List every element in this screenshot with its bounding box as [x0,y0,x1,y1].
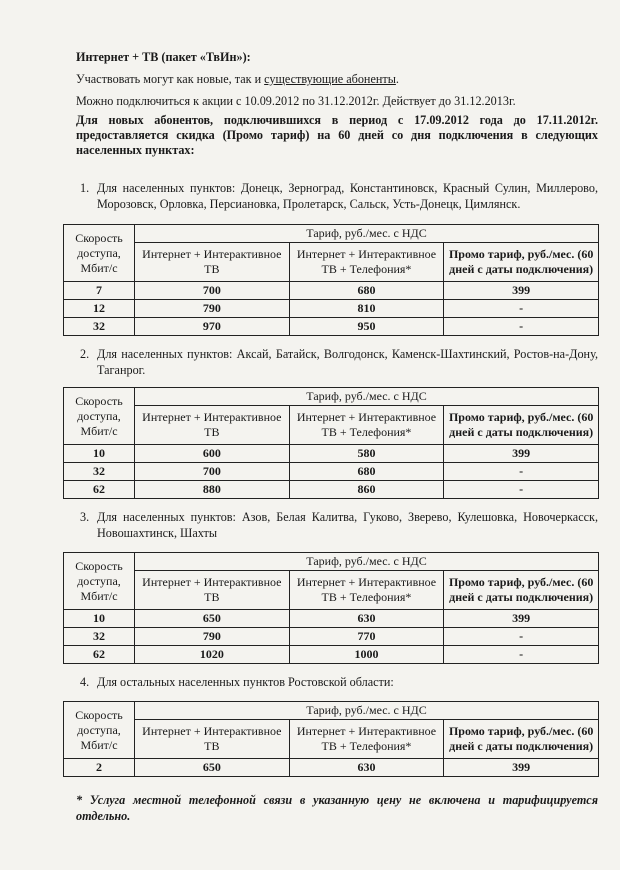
table-row [64,610,599,628]
promo-cell: - [444,318,599,336]
itv-phone-header: Интернет + Интерактивное ТВ + Телефония* [289,243,444,282]
footnote: * Услуга местной телефонной связи в указанную цену не включена и тарифицируется отдельно. [76,793,598,823]
promo-cell: 399 [444,282,599,300]
promo-header: Промо тариф, руб./мес. (60 дней с даты подключения) [444,406,599,445]
speed-cell: 62 [64,646,135,664]
promo-cell: 399 [444,610,599,628]
speed-cell: 32 [64,463,135,481]
itv-cell: 650 [135,610,290,628]
section-number: 3. [80,510,90,524]
table-row [64,300,599,318]
itv-phone-cell: 630 [289,610,444,628]
table-row [64,463,599,481]
tariff-header: Тариф, руб./мес. с НДС [135,225,599,243]
speed-cell: 32 [64,628,135,646]
itv-phone-header: Интернет + Интерактивное ТВ + Телефония* [289,720,444,759]
table-row [64,628,599,646]
itv-header: Интернет + Интерактивное ТВ [135,571,290,610]
section-1-heading [76,180,598,212]
promo-cell: 399 [444,759,599,777]
itv-cell: 700 [135,282,290,300]
itv-phone-header: Интернет + Интерактивное ТВ + Телефония* [289,406,444,445]
promo-cell: - [444,646,599,664]
promo-period: Можно подключиться к акции с 10.09.2012 по 31.12.2012г. Действует до 31.12.2013г. [76,94,516,108]
promo-header: Промо тариф, руб./мес. (60 дней с даты подключения) [444,243,599,282]
table-row [64,759,599,777]
promo-header: Промо тариф, руб./мес. (60 дней с даты подключения) [444,571,599,610]
section-number: 4. [80,675,90,689]
tariff-table-1 [63,224,599,336]
section-text: Для населенных пунктов: Азов, Белая Калитва, Гуково, Зверево, Кулешовка, Новочеркасск, Новошахтинск, Шахты [97,510,598,540]
speed-header: Скорость доступа, Мбит/с [64,388,135,445]
section-text: Для населенных пунктов: Донецк, Зерноград, Константиновск, Красный Сулин, Миллерово, Морозовск, Орловка, Персиановка, Пролетарск, Сальск, Усть-Донецк, Цимлянск. [97,181,598,211]
itv-cell: 790 [135,628,290,646]
table-row [64,318,599,336]
tariff-header: Тариф, руб./мес. с НДС [135,702,599,720]
section-4-heading [76,674,598,690]
itv-cell: 880 [135,481,290,499]
speed-cell: 10 [64,610,135,628]
section-number: 2. [80,347,90,361]
promo-cell: 399 [444,445,599,463]
speed-cell: 62 [64,481,135,499]
itv-phone-cell: 630 [289,759,444,777]
table-row [64,445,599,463]
table-row [64,646,599,664]
table-row [64,282,599,300]
promo-cell: - [444,628,599,646]
table-row [64,481,599,499]
itv-phone-cell: 580 [289,445,444,463]
speed-cell: 7 [64,282,135,300]
speed-cell: 12 [64,300,135,318]
page-title: Интернет + ТВ (пакет «ТвИн»): [76,50,251,64]
section-number: 1. [80,181,90,195]
itv-header: Интернет + Интерактивное ТВ [135,243,290,282]
participation-suffix: . [395,72,399,86]
itv-cell: 700 [135,463,290,481]
promo-cell: - [444,300,599,318]
itv-phone-cell: 950 [289,318,444,336]
speed-header: Скорость доступа, Мбит/с [64,225,135,282]
tariff-table-2 [63,387,599,499]
itv-cell: 790 [135,300,290,318]
tariff-header: Тариф, руб./мес. с НДС [135,553,599,571]
promo-intro: Для новых абонентов, подключившихся в период с 17.09.2012 года до 17.11.2012г. предоставляется скидка (Промо тариф) на 60 дней со дня подключения в следующих населенных пунктах: [76,113,598,157]
existing-subscribers-link: существующие абоненты [264,72,396,86]
itv-cell: 1020 [135,646,290,664]
section-text: Для населенных пунктов: Аксай, Батайск, Волгодонск, Каменск-Шахтинский, Ростов-на-Дону, Таганрог. [97,347,598,377]
itv-cell: 970 [135,318,290,336]
itv-phone-cell: 860 [289,481,444,499]
itv-phone-cell: 1000 [289,646,444,664]
itv-phone-cell: 770 [289,628,444,646]
itv-cell: 600 [135,445,290,463]
promo-header: Промо тариф, руб./мес. (60 дней с даты подключения) [444,720,599,759]
tariff-header: Тариф, руб./мес. с НДС [135,388,599,406]
participation-prefix: Участвовать могут как новые, так и [76,72,265,86]
itv-cell: 650 [135,759,290,777]
tariff-table-4 [63,701,599,777]
speed-header: Скорость доступа, Мбит/с [64,553,135,610]
tariff-table-3 [63,552,599,664]
itv-phone-cell: 680 [289,282,444,300]
speed-cell: 32 [64,318,135,336]
itv-header: Интернет + Интерактивное ТВ [135,406,290,445]
itv-phone-cell: 680 [289,463,444,481]
itv-header: Интернет + Интерактивное ТВ [135,720,290,759]
promo-cell: - [444,481,599,499]
speed-cell: 10 [64,445,135,463]
section-text: Для остальных населенных пунктов Ростовской области: [97,675,394,689]
speed-header: Скорость доступа, Мбит/с [64,702,135,759]
section-3-heading [76,509,598,541]
participation-note [76,72,598,87]
itv-phone-header: Интернет + Интерактивное ТВ + Телефония* [289,571,444,610]
promo-cell: - [444,463,599,481]
speed-cell: 2 [64,759,135,777]
section-2-heading [76,346,598,378]
itv-phone-cell: 810 [289,300,444,318]
